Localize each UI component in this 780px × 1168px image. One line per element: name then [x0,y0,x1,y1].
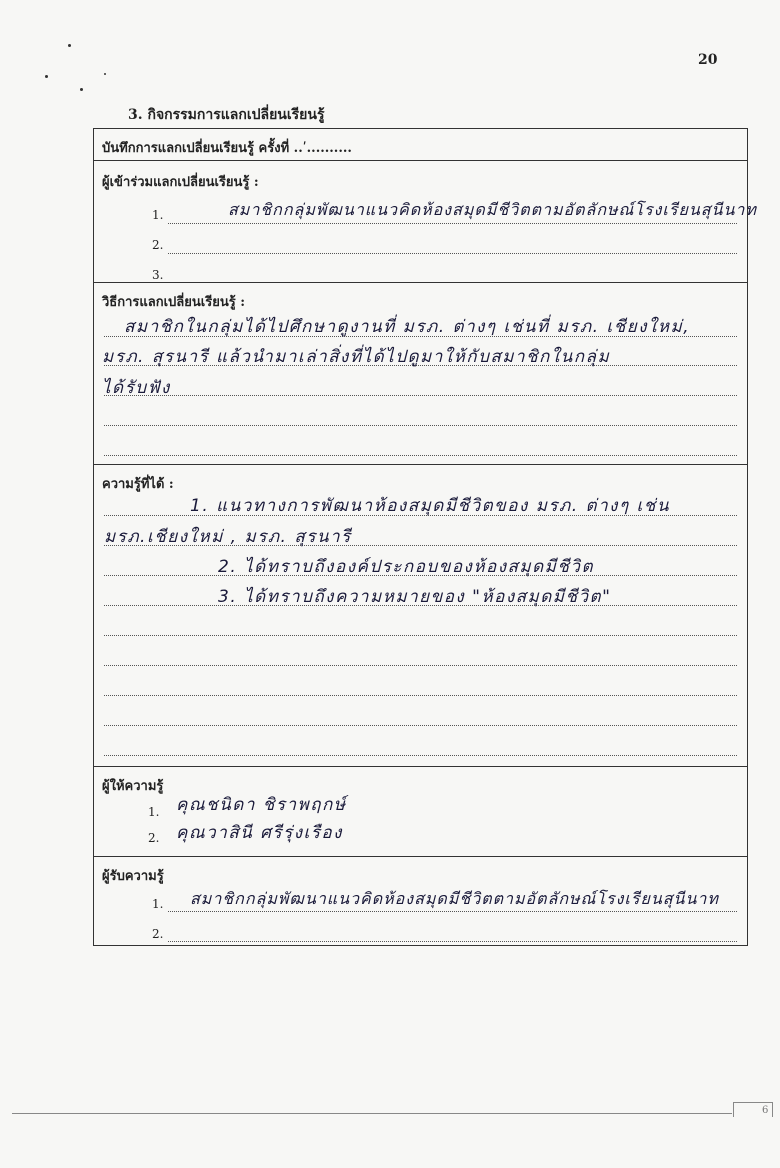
participant-number: 1. [152,208,164,222]
giver-number: 1. [148,805,160,819]
knowledge-title: ความรู้ที่ได้ : [102,477,174,492]
dotted-line [168,253,737,254]
dotted-line [104,455,737,456]
dotted-line [104,665,737,666]
dotted-line [168,223,737,224]
method-line: สมาชิกในกลุ่มได้ไปศึกษาดูงานที่ มรภ. ต่างๆ เช่นที่ มรภ. เชียงใหม่, [124,317,691,337]
scan-speck [80,88,83,91]
giver-name: คุณวาสินี ศรีรุ่งเรือง [176,823,343,843]
knowledge-exchange-form [93,128,757,946]
participants-title: ผู้เข้าร่วมแลกเปลี่ยนเรียนรู้ : [102,175,259,190]
participants-section [94,160,757,282]
knowledge-givers-section [94,766,747,855]
knowledge-line: มรภ.เชียงใหม่ , มรภ. สุรนารี [104,527,352,547]
scan-speck [104,73,106,75]
knowledge-line: 1. แนวทางการพัฒนาห้องสมุดมีชีวิตของ มรภ. ต่างๆ เช่น [190,496,670,516]
scan-speck [68,44,71,47]
receiver-number: 1. [152,897,164,911]
givers-title: ผู้ให้ความรู้ [102,779,164,794]
participant-number: 3. [152,268,164,282]
giver-number: 2. [148,831,160,845]
giver-name: คุณชนิดา ชิราพฤกษ์ [176,795,347,815]
method-line: ได้รับฟัง [102,378,171,398]
knowledge-line: 2. ได้ทราบถึงองค์ประกอบของห้องสมุดมีชีวิต [218,557,595,577]
receiver-entry: สมาชิกกลุ่มพัฒนาแนวคิดห้องสมุดมีชีวิตตามอัตลักษณ์โรงเรียนสุนีนาท [190,889,719,908]
dotted-line [104,725,737,726]
dotted-line [104,635,737,636]
participant-number: 2. [152,238,164,252]
knowledge-line: 3. ได้ทราบถึงความหมายของ "ห้องสมุดมีชีวิต" [218,587,612,607]
method-title: วิธีการแลกเปลี่ยนเรียนรู้ : [102,295,246,310]
knowledge-receivers-section [94,856,747,947]
knowledge-section [94,464,747,765]
corner-mark: 6 [762,1105,769,1116]
dotted-line [104,395,737,396]
dotted-line [104,695,737,696]
dotted-line [168,941,737,942]
receiver-number: 2. [152,927,164,941]
section-heading: 3. กิจกรรมการแลกเปลี่ยนเรียนรู้ [128,107,325,123]
dotted-line [104,425,737,426]
bottom-rule [12,1113,732,1114]
receivers-title: ผู้รับความรู้ [102,869,164,884]
participant-entry: สมาชิกกลุ่มพัฒนาแนวคิดห้องสมุดมีชีวิตตามอัตลักษณ์โรงเรียนสุนีนาท [228,200,757,219]
page-number: 20 [698,52,718,68]
dotted-line [104,755,737,756]
scan-speck [45,75,48,78]
method-section [94,282,747,463]
method-line: มรภ. สุรนารี แล้วนำมาเล่าสิ่งที่ได้ไปดูมาให้กับสมาชิกในกลุ่ม [102,347,611,367]
record-title: บันทึกการแลกเปลี่ยนเรียนรู้ ครั้งที่ ..ʹ.......... [102,141,352,156]
